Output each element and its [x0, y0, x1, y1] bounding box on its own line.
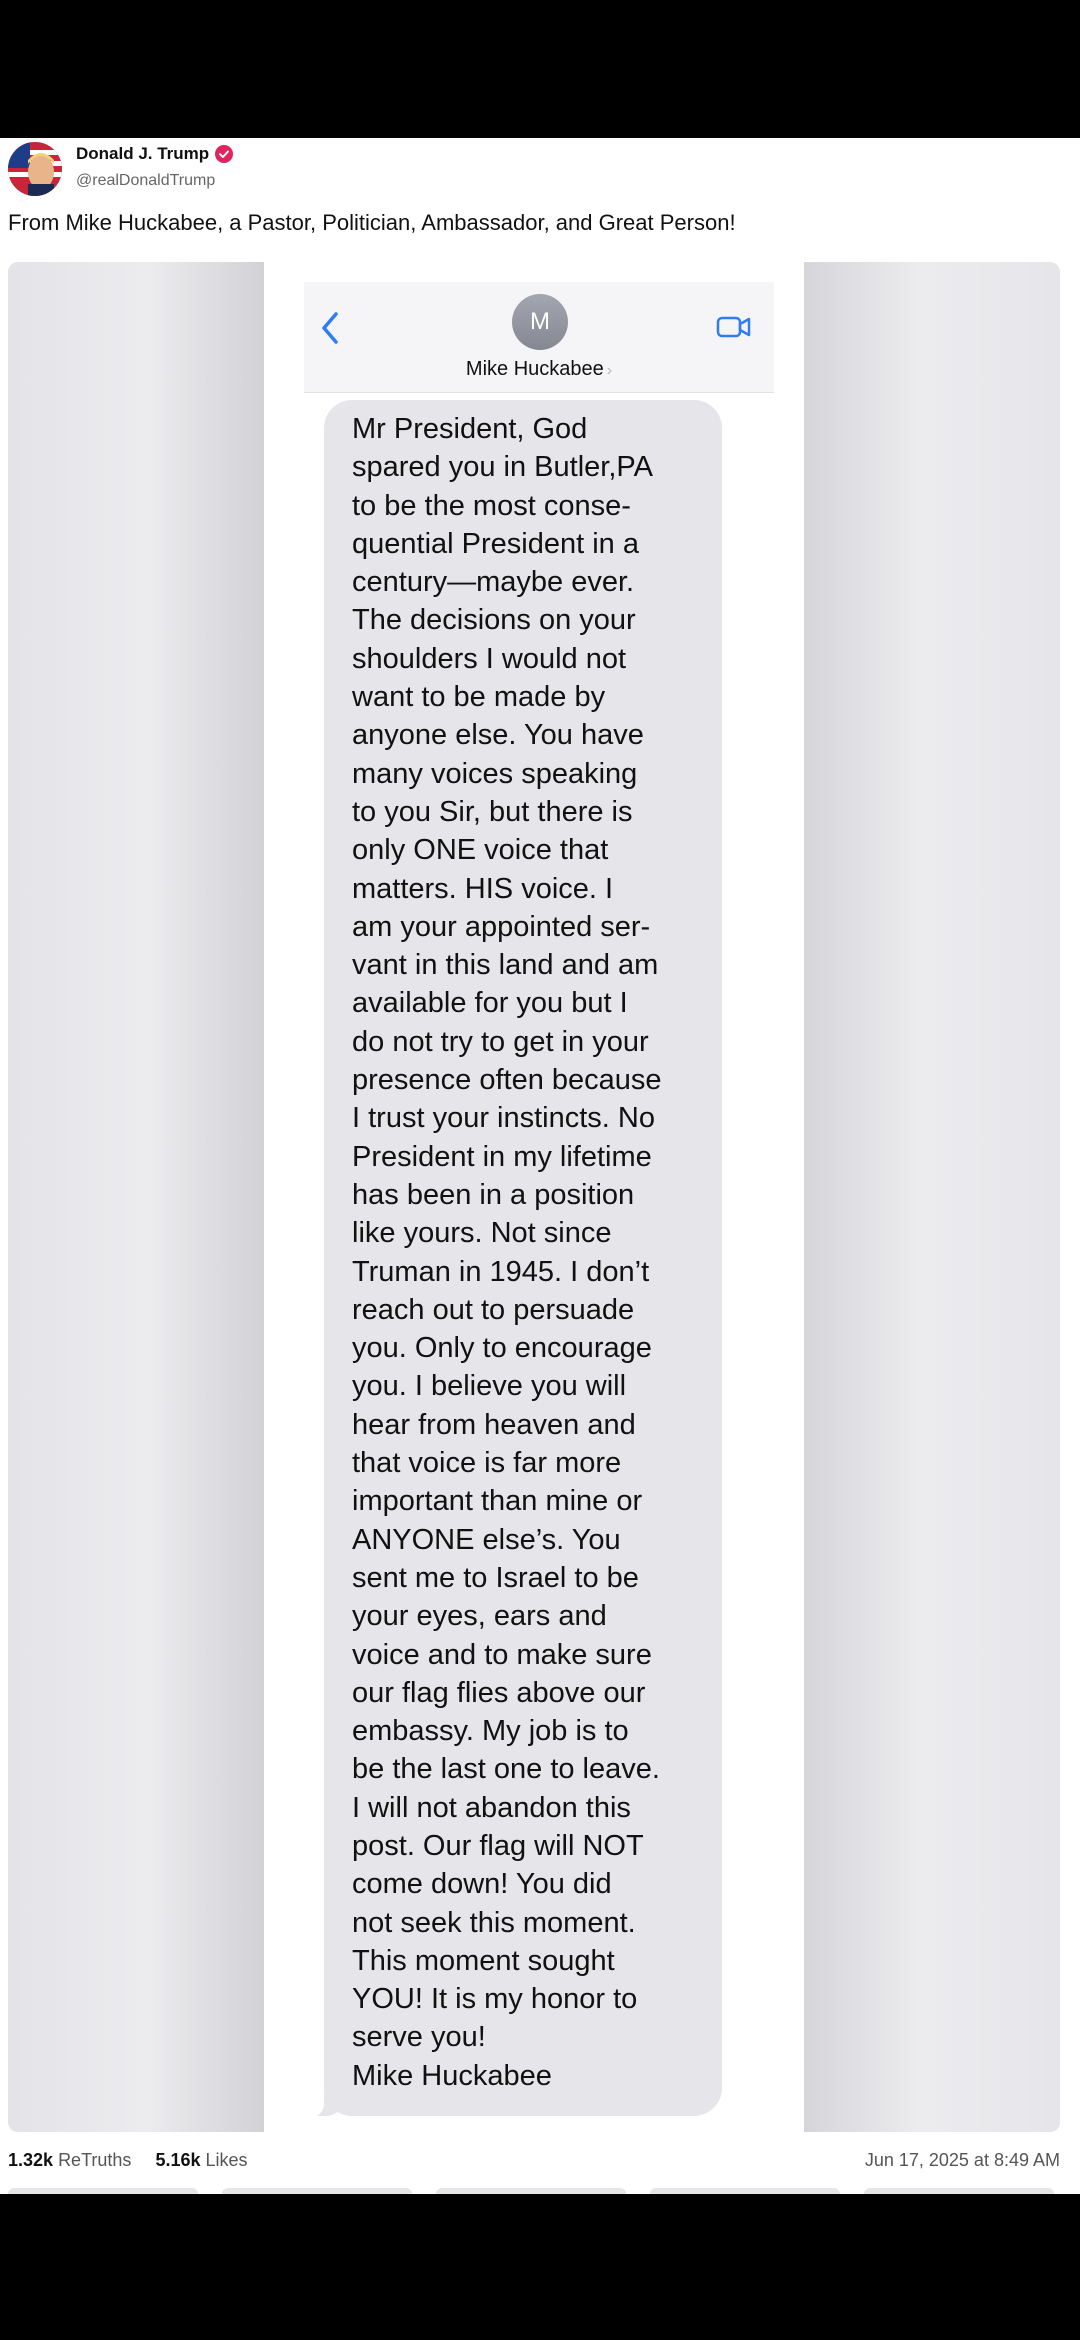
message-line: available for you but I: [352, 987, 628, 1020]
message-line: presence often because: [352, 1064, 662, 1097]
author-name[interactable]: [76, 144, 233, 164]
author-handle[interactable]: @realDonaldTrump: [76, 172, 216, 189]
author-name-text: Donald J. Trump: [76, 144, 210, 163]
likes-label[interactable]: Likes: [205, 2150, 248, 2170]
message-line: hear from heaven and: [352, 1408, 636, 1441]
message-screenshot: [264, 262, 804, 2132]
message-line: be the last one to leave.: [352, 1753, 660, 1786]
media-blur-left: [8, 262, 264, 2132]
message-line: has been in a position: [352, 1178, 635, 1211]
message-line: post. Our flag will NOT: [352, 1829, 644, 1862]
post-stats: [8, 2150, 248, 2171]
post-timestamp[interactable]: Jun 17, 2025 at 8:49 AM: [864, 2150, 1060, 2170]
message-line: President in my lifetime: [352, 1140, 652, 1173]
message-line: you. Only to encourage: [352, 1332, 652, 1365]
contact-chevron-icon: ›: [606, 362, 613, 379]
post-media-image[interactable]: [8, 262, 1060, 2132]
message-line: quential President in a: [352, 527, 639, 560]
truth-post: [0, 138, 1080, 2194]
message-line: I will not abandon this: [352, 1791, 631, 1824]
message-bubble: [324, 400, 722, 2116]
message-line: important than mine or: [352, 1485, 643, 1518]
message-line: serve you!: [352, 2021, 486, 2054]
message-line: I trust your instincts. No: [352, 1102, 655, 1135]
message-line: This moment sought: [352, 1944, 615, 1977]
media-blur-right: [804, 262, 1060, 2132]
message-line: am your appointed ser-: [352, 910, 651, 943]
contact-name[interactable]: [304, 358, 774, 381]
message-line: reach out to persuade: [352, 1293, 635, 1326]
message-line: our flag flies above our: [352, 1676, 646, 1709]
contact-avatar[interactable]: [512, 294, 568, 350]
post-text: From Mike Huckabee, a Pastor, Politician, Ambassador, and Great Person!: [8, 210, 736, 235]
message-line: century—maybe ever.: [352, 566, 635, 599]
bottom-area: [0, 2194, 1080, 2340]
retruths-label[interactable]: ReTruths: [58, 2150, 132, 2170]
message-line: ANYONE else’s. You: [352, 1523, 621, 1556]
message-line: Truman in 1945. I don’t: [352, 1255, 650, 1288]
message-line: embassy. My job is to: [352, 1715, 629, 1748]
contact-name-text: Mike Huckabee: [465, 358, 604, 380]
message-line: do not try to get in your: [352, 1025, 649, 1058]
message-line: like yours. Not since: [352, 1217, 612, 1250]
message-line: to be the most conse-: [352, 489, 631, 522]
message-line: come down! You did: [352, 1868, 612, 1901]
retruths-count[interactable]: 1.32k: [8, 2150, 54, 2170]
message-line: shoulders I would not: [352, 642, 627, 675]
contact-initial: M: [530, 308, 550, 335]
message-line: your eyes, ears and: [352, 1600, 607, 1633]
chevron-left-icon[interactable]: [316, 308, 344, 348]
message-line: vant in this land and am: [352, 949, 659, 982]
message-line: not seek this moment.: [352, 1906, 636, 1939]
facetime-video-icon[interactable]: [714, 310, 754, 344]
message-line: anyone else. You have: [352, 719, 644, 752]
message-line: many voices speaking: [352, 757, 638, 790]
message-line: Mike Huckabee: [352, 2059, 552, 2092]
message-line: to you Sir, but there is: [352, 795, 633, 828]
messages-header: [304, 282, 774, 393]
top-status-area: [0, 0, 1080, 138]
message-line: you. I believe you will: [352, 1370, 627, 1403]
message-line: The decisions on your: [352, 604, 636, 637]
likes-count[interactable]: 5.16k: [155, 2150, 201, 2170]
author-avatar[interactable]: [8, 142, 62, 196]
message-line: sent me to Israel to be: [352, 1561, 639, 1594]
message-line: only ONE voice that: [352, 834, 609, 867]
message-line: voice and to make sure: [352, 1638, 652, 1671]
message-line: that voice is far more: [352, 1447, 622, 1480]
message-line: spared you in Butler,PA: [352, 451, 653, 484]
message-line: want to be made by: [352, 681, 606, 714]
message-line: Mr President, God: [352, 413, 588, 445]
message-line: YOU! It is my honor to: [352, 1983, 638, 2016]
flag-portrait-avatar: [8, 142, 62, 196]
message-line: matters. HIS voice. I: [352, 872, 614, 905]
verified-badge-icon: [215, 145, 233, 163]
